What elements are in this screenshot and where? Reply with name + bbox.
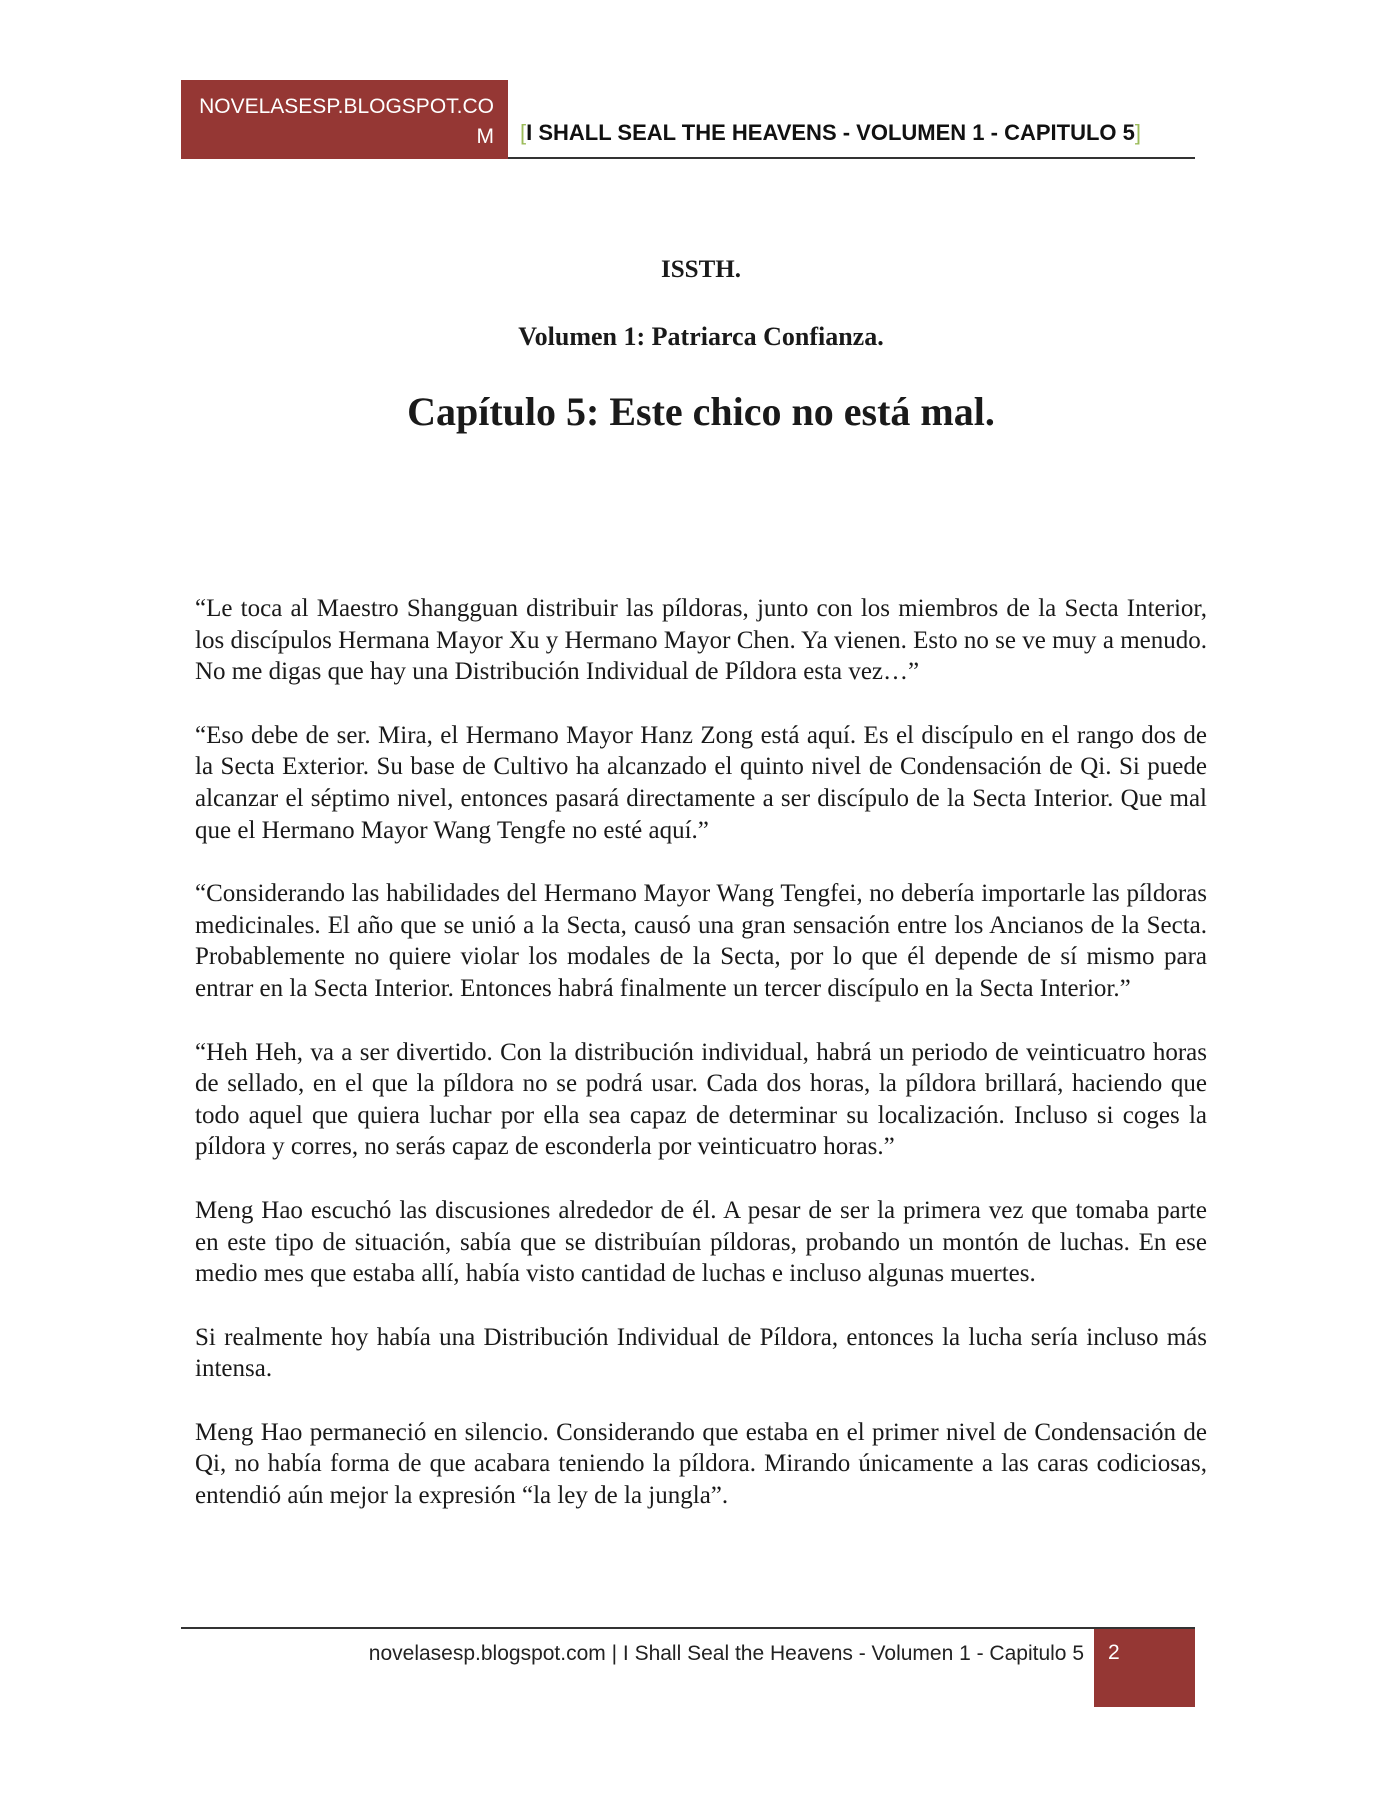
header-bracket-close: ] (1134, 120, 1141, 145)
paragraph: Meng Hao permaneció en silencio. Considerando que estaba en el primer nivel de Condensación de Qi, no había forma de que acabara teniendo la píldora. Mirando únicamente a las caras codiciosas, entendió aún mejor la expresión “la ley de la jungla”. (195, 1418, 1207, 1510)
volume-title: Volumen 1: Patriarca Confianza. (518, 322, 884, 351)
page-number: 2 (1094, 1629, 1195, 1707)
paragraph: Si realmente hoy había una Distribución Individual de Píldora, entonces la lucha sería incluso más intensa. (195, 1323, 1207, 1383)
paragraph: “Heh Heh, va a ser divertido. Con la distribución individual, habrá un periodo de veinticuatro horas de sellado, en el que la píldora no se podrá usar. Cada dos horas, la píldora brillará, haciendo que todo aquel que quiera luchar por ella sea capaz de determinar su localización. Incluso si coges la píldora y corres, no serás capaz de esconderla por veinticuatro horas.” (195, 1038, 1207, 1161)
header-site-label: NOVELASESP.BLOGSPOT.COM (181, 80, 508, 159)
header-bracket-open: [ (520, 120, 527, 145)
chapter-text (195, 593, 1207, 1544)
footer-text: novelasesp.blogspot.com | I Shall Seal the Heavens - Volumen 1 - Capitulo 5 (368, 1642, 1084, 1665)
header-rule (508, 157, 1195, 159)
paragraph: Meng Hao escuchó las discusiones alrededor de él. A pesar de ser la primera vez que tomaba parte en este tipo de situación, sabía que se distribuían píldoras, probando un montón de luchas. En ese medio mes que estaba allí, había visto cantidad de luchas e incluso algunas muertes. (195, 1196, 1207, 1288)
header-title-text: I SHALL SEAL THE HEAVENS - VOLUMEN 1 - CAPITULO 5 (526, 120, 1135, 145)
paragraph: “Considerando las habilidades del Hermano Mayor Wang Tengfei, no debería importarle las píldoras medicinales. El año que se unió a la Secta, causó una gran sensación entre los Ancianos de la Secta. Probablemente no quiere violar los modales de la Secta, por lo que él depende de sí mismo para entrar en la Secta Interior. Entonces habrá finalmente un tercer discípulo en la Secta Interior.” (195, 880, 1207, 1002)
paragraph: “Le toca al Maestro Shangguan distribuir las píldoras, junto con los miembros de la Secta Interior, los discípulos Hermana Mayor Xu y Hermano Mayor Chen. Ya vienen. Esto no se ve muy a menudo. No me digas que hay una Distribución Individual de Píldora esta vez…” (195, 595, 1207, 686)
header-title (520, 120, 1141, 146)
footer-rule (181, 1627, 1195, 1629)
paragraph: “Eso debe de ser. Mira, el Hermano Mayor Hanz Zong está aquí. Es el discípulo en el rango dos de la Secta Exterior. Su base de Cultivo ha alcanzado el quinto nivel de Condensación de Qi. Si puede alcanzar el séptimo nivel, entonces pasará directamente a ser discípulo de la Secta Interior. Que mal que el Hermano Mayor Wang Tengfe no esté aquí.” (195, 721, 1207, 844)
chapter-title: Capítulo 5: Este chico no está mal. (407, 389, 995, 434)
document-short-title: ISSTH. (661, 256, 741, 283)
